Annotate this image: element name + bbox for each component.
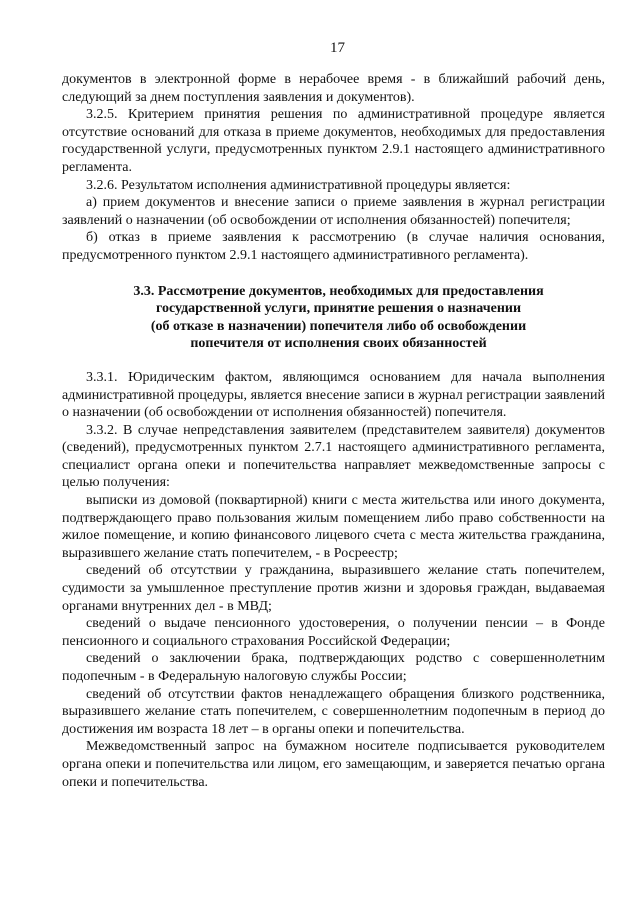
section-heading-line: 3.3. Рассмотрение документов, необходимых для предоставления	[133, 283, 544, 299]
request-item-mvd: сведений об отсутствии у гражданина, выразившего желание стать попечителем, судимости за умышленное преступление против жизни и здоровья граждан, выдаваемая органами внутренних дел - в МВД;	[62, 563, 605, 614]
request-item-pension-fund: сведений о выдаче пенсионного удостоверения, о получении пенсии – в Фонде пенсионного и социального страхования Российской Федерации;	[62, 616, 605, 649]
section-heading-3-3	[62, 283, 605, 353]
page-number: 17	[330, 40, 345, 56]
section-heading-line: (об отказе в назначении) попечителя либо об освобождении	[150, 318, 527, 334]
list-item-b: б) отказ в приеме заявления к рассмотрению (в случае наличия основания, предусмотренного пунктом 2.9.1 настоящего административного регламента).	[62, 230, 605, 263]
paragraph-3-2-6: 3.2.6. Результатом исполнения административной процедуры является:	[86, 177, 511, 193]
section-heading-line: государственной услуги, принятие решения о назначении	[155, 301, 522, 317]
paragraph-continuation: документов в электронной форме в нерабочее время - в ближайший рабочий день, следующий за днем поступления заявления и документов).	[62, 72, 605, 105]
paragraph-3-3-1: 3.3.1. Юридическим фактом, являющимся основанием для начала выполнения административной процедуры, является внесение записи в журнал регистрации заявлений о назначении (об освобождении от исполнения обязанностей) попечителя.	[62, 369, 605, 421]
list-item-a: а) прием документов и внесение записи о приеме заявления в журнал регистрации заявлений о назначении (об освобождении от исполнения обязанностей) попечителя;	[62, 195, 605, 228]
request-item-rosreestr: выписки из домовой (поквартирной) книги с места жительства или иного документа, подтверждающего право пользования жилым помещением либо право собственности на жилое помещение, и копию финансового лицевого счета с места жительства гражданина, выразившего желание стать попечителем, - в Росреестр;	[62, 493, 605, 561]
paragraph-request-signature: Межведомственный запрос на бумажном носителе подписывается руководителем органа опеки и попечительства или лицом, его замещающим, и заверяется печатью органа опеки и попечительства.	[62, 739, 605, 790]
section-heading-line: попечителя от исполнения своих обязанностей	[190, 336, 487, 352]
paragraph-3-3-2: 3.3.2. В случае непредставления заявителем (представителем заявителя) документов (сведений), предусмотренных пунктом 2.7.1 настоящего административного регламента, специалист органа опеки и попечительства направляет межведомственные запросы с целью получения:	[62, 422, 605, 491]
request-item-tax-service: сведений о заключении брака, подтверждающих родство с совершеннолетним подопечным - в Федеральную налоговую службы России;	[62, 651, 605, 684]
request-item-guardianship: сведений об отсутствии фактов ненадлежащего обращения близкого родственника, выразившего желание стать попечителем, с совершеннолетним подопечным в период до достижения им возраста 18 лет – в органы опеки и попечительства.	[62, 686, 605, 737]
paragraph-3-2-5: 3.2.5. Критерием принятия решения по административной процедуре является отсутствие оснований для отказа в приеме документов, необходимых для предоставления государственной услуги, предусмотренных пунктом 2.9.1 настоящего административного регламента.	[62, 107, 605, 175]
